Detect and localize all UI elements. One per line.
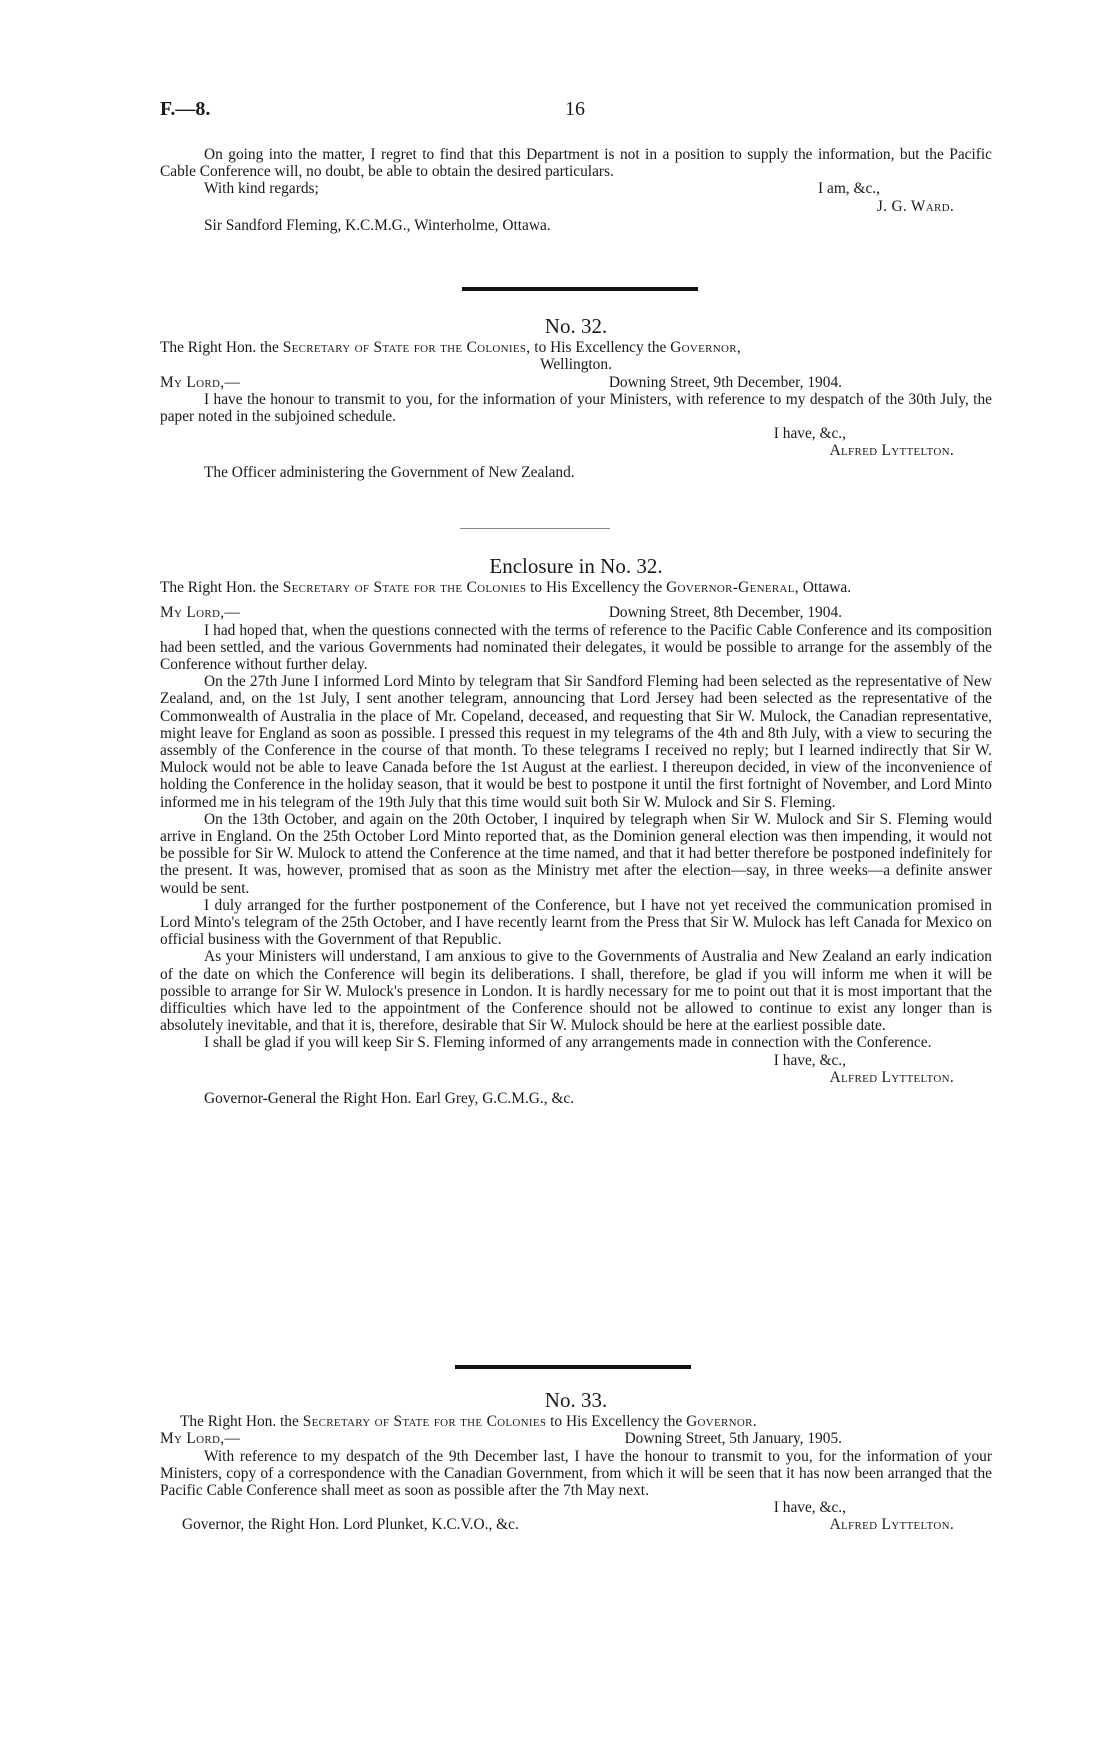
addressee: Governor-General the Right Hon. Earl Grey, G.C.M.G., &c. xyxy=(204,1090,575,1108)
closing: I have, &c., xyxy=(773,1051,846,1069)
sender: Secretary of State for the Colonies xyxy=(302,1413,547,1431)
despatch-no-32 xyxy=(160,314,992,481)
from-to-prefix: The Right Hon. the xyxy=(180,1413,299,1431)
from-to-prefix: The Right Hon. the xyxy=(160,339,279,357)
signature: J. G. Ward. xyxy=(876,197,954,215)
section-rule xyxy=(455,1365,691,1369)
recipient-place: Ottawa. xyxy=(802,579,852,597)
section-rule xyxy=(460,528,610,529)
salutation: My Lord,— xyxy=(160,1430,241,1448)
signature: Alfred Lyttelton. xyxy=(829,1516,954,1534)
from-to-line xyxy=(160,339,992,356)
despatch-heading: No. 32. xyxy=(544,314,608,338)
from-to-mid: to His Excellency the xyxy=(530,579,663,597)
paragraph: I had hoped that, when the questions connected with the terms of reference to the Pacific Cable Conference and its composition had been settled, and the various Governments had nominated their delegates, it would be possible to arrange for the assembly of the Conference without further delay. xyxy=(160,621,992,674)
closing-regards: With kind regards; xyxy=(204,180,319,198)
recipient: Governor. xyxy=(686,1413,757,1431)
letter-ward xyxy=(160,146,992,234)
closing: I have, &c., xyxy=(773,1499,846,1517)
enclosure-no-32 xyxy=(160,554,992,1108)
document-code: F.—8. xyxy=(160,98,211,120)
sender: Secretary of State for the Colonies, xyxy=(282,339,531,357)
paragraph: I shall be glad if you will keep Sir S. Fleming informed of any arrangements made in connection with the Conference. xyxy=(204,1034,932,1052)
recipient: Governor-General, xyxy=(666,579,799,597)
recipient-place: Wellington. xyxy=(540,356,612,374)
addressee: Sir Sandford Fleming, K.C.M.G., Winterholme, Ottawa. xyxy=(204,216,551,234)
from-to-mid: to His Excellency the xyxy=(550,1413,683,1431)
paragraph: As your Ministers will understand, I am anxious to give to the Governments of Australia and New Zealand an early indication of the date on which the Conference will begin its deliberations. I shall, therefore, be glad if you will inform me when it will be possible to arrange for Sir W. Mulock's presence in London. It is hardly necessary for me to point out that it is most important that the difficulties which have led to the appointment of the Conference should not be allowed to continue to exist any longer than is absolutely inevitable, and that it is, therefore, desirable that Sir W. Mulock should be here at the earliest possible date. xyxy=(160,948,992,1035)
paragraph: I duly arranged for the further postponement of the Conference, but I have not yet received the communication promised in Lord Minto's telegram of the 25th October, and I have recently learnt from the Press that Sir W. Mulock has left Canada for Mexico on official business with the Government of that Republic. xyxy=(160,896,992,949)
from-to-prefix: The Right Hon. the xyxy=(160,579,279,597)
from-to-line xyxy=(160,579,992,596)
section-rule xyxy=(462,287,698,291)
paragraph: On the 27th June I informed Lord Minto by telegram that Sir Sandford Fleming had been selected as the representative of New Zealand, and, on the 1st July, I sent another telegram, announcing that Lord Jersey had been selected as the representative of the Commonwealth of Australia in the place of Mr. Copeland, deceased, and requesting that Sir W. Mulock, the Canadian representative, might leave for England as soon as possible. I pressed this request in my telegrams of the 4th and 8th July, with a view to securing the assembly of the Conference in the course of that month. To these telegrams I received no reply; but I learned indirectly that Sir W. Mulock would not be able to leave Canada before the 1st August at the earliest. I thereupon decided, in view of the inconvenience of holding the Conference in the holiday season, that it would be best to postpone it until the first fortnight of November, and Lord Minto informed me in his telegram of the 19th July that this time would suit both Sir W. Mulock and Sir S. Fleming. xyxy=(160,673,992,811)
closing: I am, &c., xyxy=(818,180,880,198)
from-to-line xyxy=(160,1413,992,1430)
despatch-no-33 xyxy=(160,1388,992,1534)
paragraph: On the 13th October, and again on the 20th October, I inquired by telegraph when Sir W. Mulock and Sir S. Fleming would arrive in England. On the 25th October Lord Minto reported that, as the Dominion general election was then impending, it would not be possible for Sir W. Mulock to attend the Conference at the time named, and that it had better therefore be postponed indefinitely for the present. It was, however, promised that as soon as the Ministry met after the election—say, in three weeks—a definite answer would be sent. xyxy=(160,810,992,897)
sender: Secretary of State for the Colonies xyxy=(282,579,527,597)
addressee: The Officer administering the Government of New Zealand. xyxy=(204,463,575,481)
dateline: Downing Street, 8th December, 1904. xyxy=(608,604,842,622)
recipient: Governor, xyxy=(670,339,742,357)
signature: Alfred Lyttelton. xyxy=(829,1068,954,1086)
despatch-body: I have the honour to transmit to you, for the information of your Ministers, with reference to my despatch of the 30th July, the paper noted in the subjoined schedule. xyxy=(160,390,992,426)
enclosure-heading: Enclosure in No. 32. xyxy=(489,554,663,578)
page-number: 16 xyxy=(565,98,585,120)
addressee: Governor, the Right Hon. Lord Plunket, K.C.V.O., &c. xyxy=(182,1516,519,1534)
despatch-heading: No. 33. xyxy=(544,1388,608,1412)
despatch-body: With reference to my despatch of the 9th December last, I have the honour to transmit to you, for the information of your Ministers, copy of a correspondence with the Canadian Government, from which it will be seen that it has now been arranged that the Pacific Cable Conference shall meet as soon as possible after the 7th May next. xyxy=(160,1447,992,1500)
closing: I have, &c., xyxy=(773,425,846,443)
signature: Alfred Lyttelton. xyxy=(829,442,954,460)
dateline: Downing Street, 5th January, 1905. xyxy=(624,1430,842,1448)
salutation: My Lord,— xyxy=(160,373,241,391)
salutation: My Lord,— xyxy=(160,604,241,622)
dateline: Downing Street, 9th December, 1904. xyxy=(608,373,842,391)
from-to-mid: to His Excellency the xyxy=(534,339,667,357)
letter-body: On going into the matter, I regret to find that this Department is not in a position to supply the information, but the Pacific Cable Conference will, no doubt, be able to obtain the desired particulars. xyxy=(160,146,992,181)
